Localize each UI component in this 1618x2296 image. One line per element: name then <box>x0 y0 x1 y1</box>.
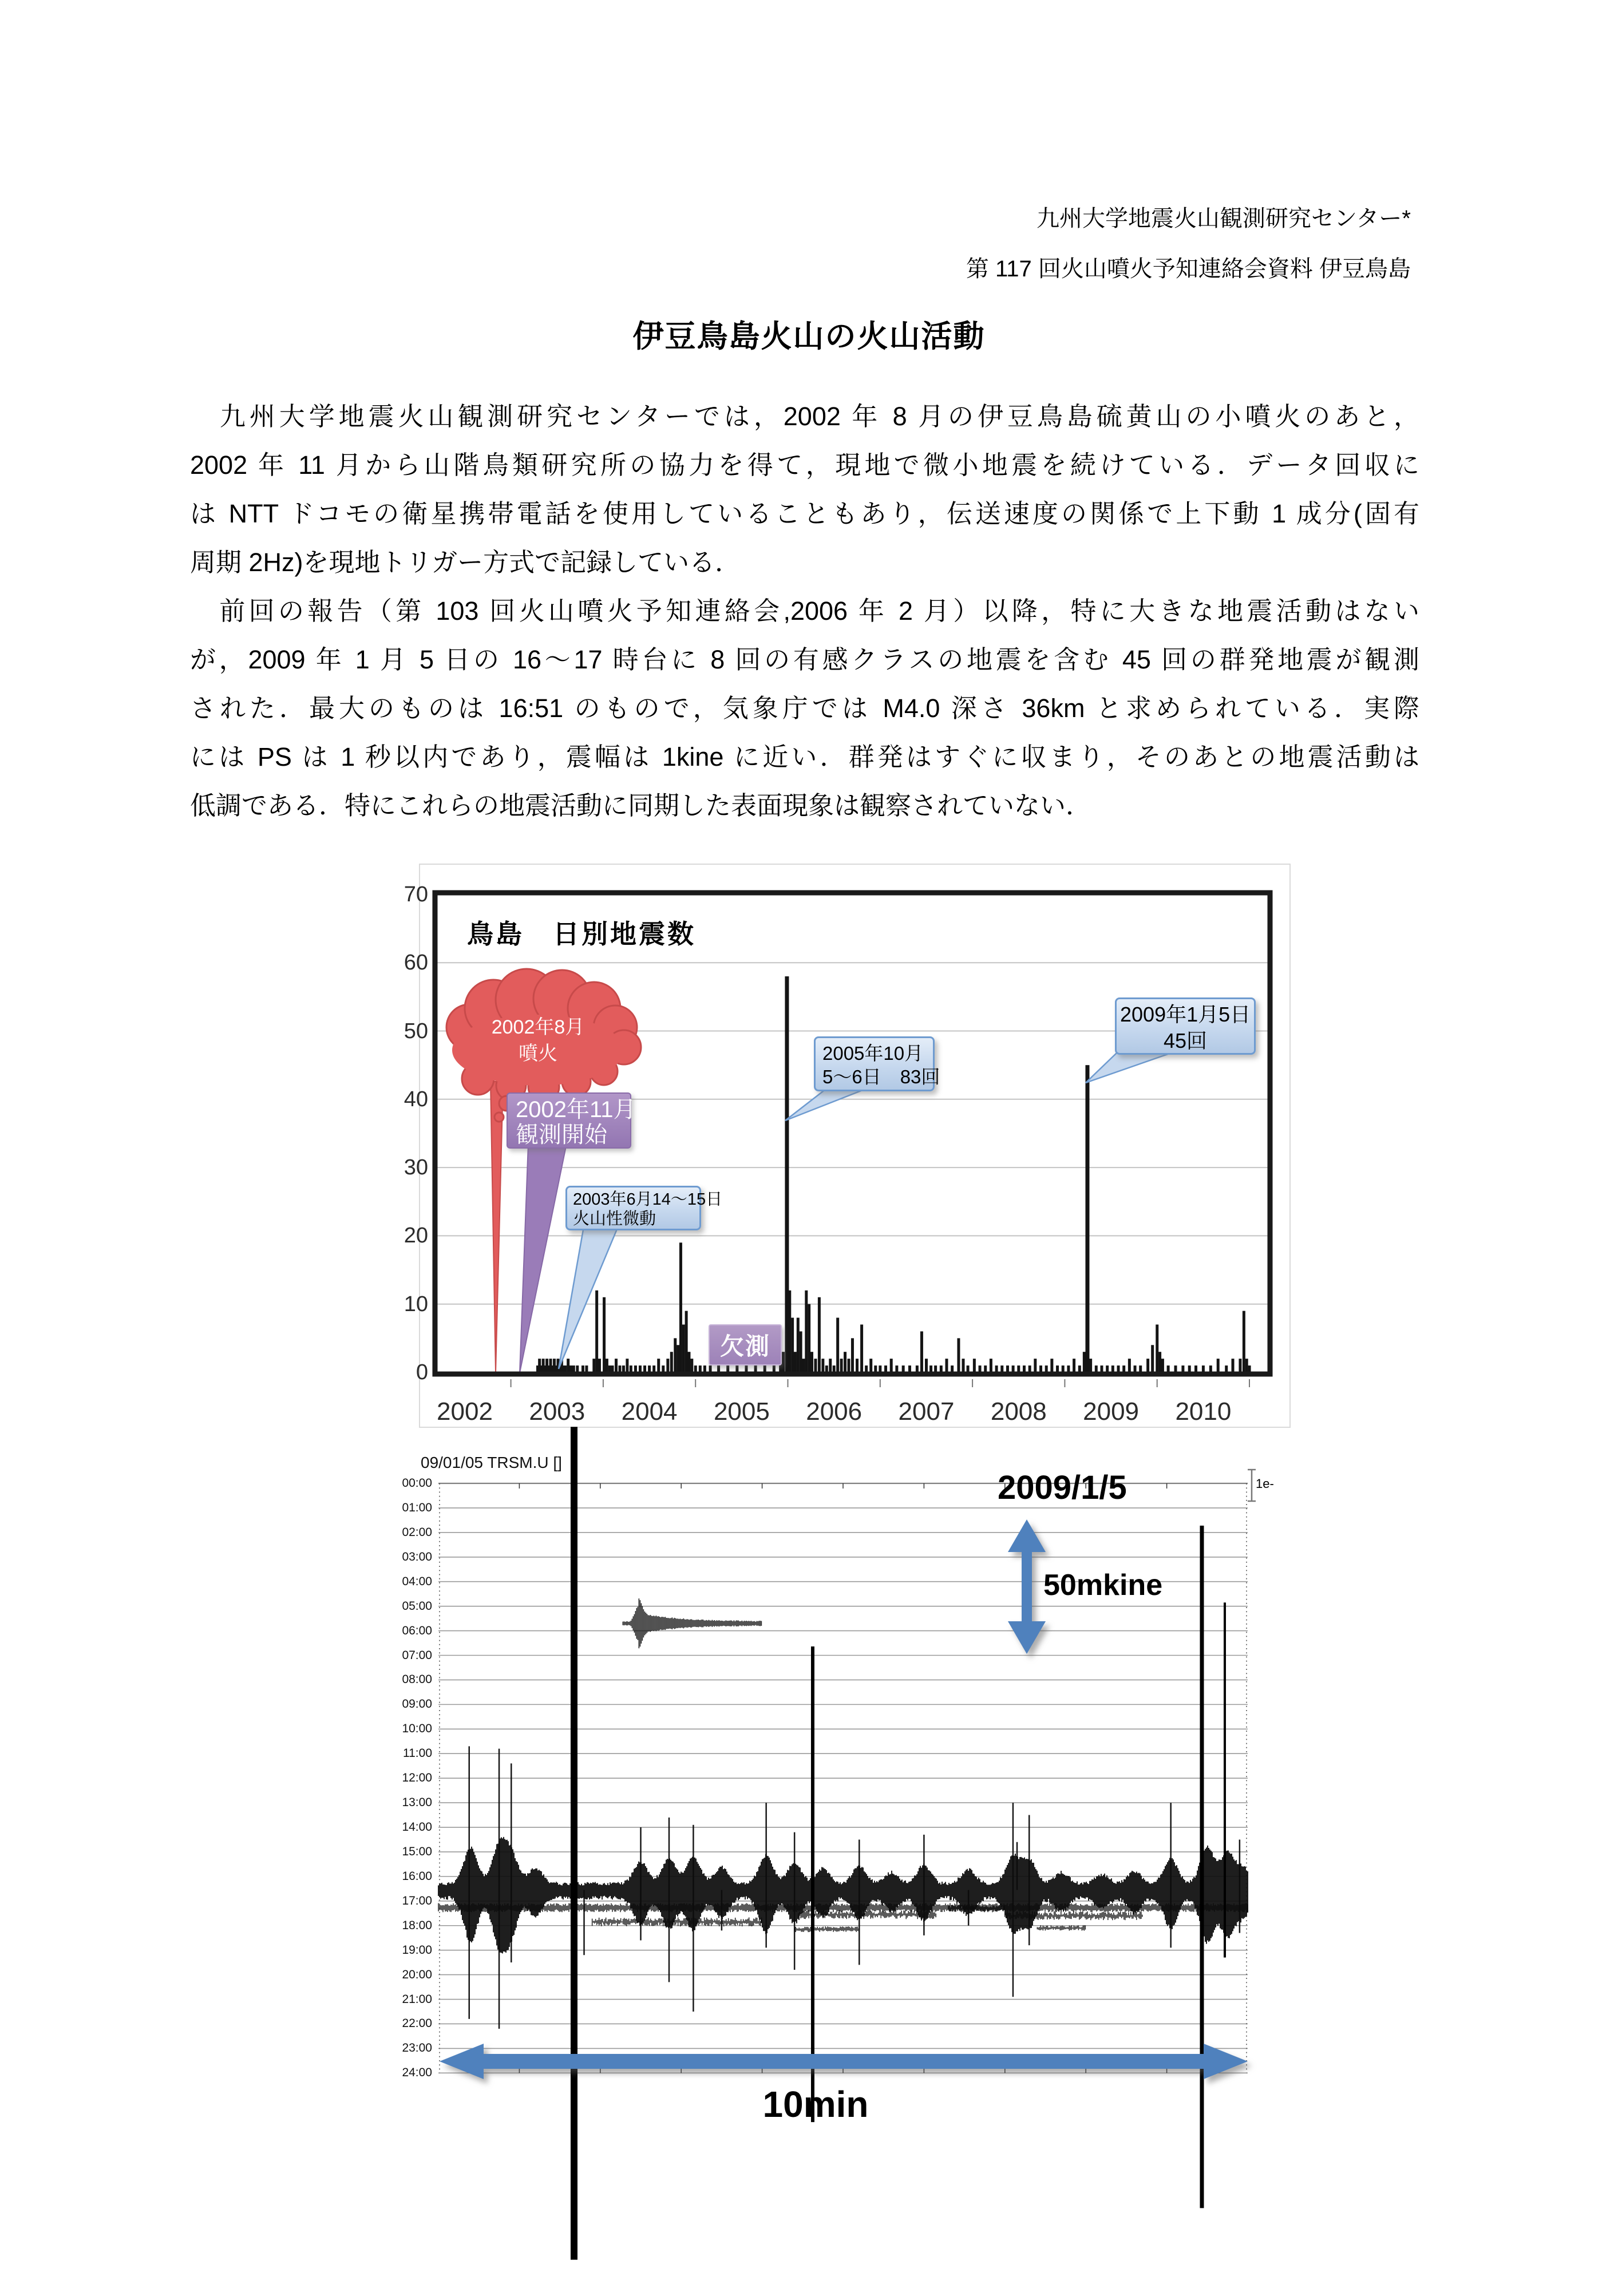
bar <box>1067 1365 1070 1372</box>
bar <box>1000 1365 1003 1372</box>
bar <box>1146 1359 1149 1372</box>
body-line: は NTT ドコモの衛星携帯電話を使用していることもあり，伝送速度の関係で上下動 1 成分(固有 <box>190 499 1419 528</box>
hour-label: 22:00 <box>402 2017 432 2030</box>
hour-label: 19:00 <box>402 1943 432 1957</box>
bar <box>865 1365 868 1372</box>
bar <box>1073 1359 1075 1372</box>
bar <box>1217 1359 1220 1372</box>
bar <box>1239 1359 1241 1372</box>
bar <box>1023 1365 1026 1372</box>
bar <box>670 1352 673 1372</box>
bar <box>1083 1352 1086 1372</box>
bar <box>934 1365 937 1372</box>
body-line: 九州大学地震火山観測研究センターでは，2002 年 8 月の伊豆鳥島硫黄山の小噴火のあと， <box>190 402 1419 431</box>
bar <box>618 1365 621 1372</box>
hour-label: 10:00 <box>402 1722 432 1736</box>
bar <box>1062 1365 1065 1372</box>
bar <box>833 1365 836 1372</box>
bar <box>1111 1365 1114 1372</box>
y-axis-label: 10 <box>403 1292 428 1316</box>
bar <box>585 1365 588 1372</box>
bar <box>773 1365 776 1372</box>
annotation-text: 2005年10月 <box>822 1043 924 1064</box>
bar <box>745 1365 747 1372</box>
x-axis-label: 2008 <box>990 1398 1047 1426</box>
y-axis-label: 40 <box>403 1087 428 1111</box>
scale-bar-label: 1e- <box>1256 1476 1274 1491</box>
hour-label: 11:00 <box>403 1747 432 1760</box>
bar <box>595 1290 598 1372</box>
bar <box>611 1365 614 1372</box>
bar <box>840 1359 843 1372</box>
annotation-text: 2002年8月 <box>491 1016 585 1038</box>
bar <box>1034 1359 1037 1372</box>
bar <box>984 1365 987 1372</box>
hour-label: 04:00 <box>402 1574 432 1588</box>
missing-data-label: 欠測 <box>709 1324 782 1365</box>
amplitude-scale-bracket <box>1248 1470 1256 1501</box>
bar <box>844 1352 846 1372</box>
y-axis-label: 0 <box>416 1360 428 1384</box>
chart-title: 鳥島 日別地震数 <box>467 919 696 949</box>
bar <box>1161 1359 1164 1372</box>
bar <box>622 1365 625 1372</box>
x-axis-label: 2004 <box>621 1398 678 1426</box>
annotation-text: 観測開始 <box>516 1122 607 1147</box>
x-axis-label: 2009 <box>1083 1398 1140 1426</box>
bar <box>703 1365 706 1372</box>
bar <box>690 1359 693 1372</box>
bar <box>973 1359 976 1372</box>
annotation-text: 噴火 <box>519 1043 557 1064</box>
bar <box>735 1365 738 1372</box>
bar <box>1089 1359 1092 1372</box>
bar <box>990 1359 992 1372</box>
bar <box>1194 1365 1197 1372</box>
bar <box>709 1365 712 1372</box>
bar <box>674 1338 677 1372</box>
bar <box>682 1324 685 1372</box>
bar <box>895 1365 898 1372</box>
bar <box>1028 1365 1031 1372</box>
bar <box>945 1359 948 1372</box>
bar <box>802 1359 805 1372</box>
bar <box>699 1365 702 1372</box>
bar <box>657 1359 660 1372</box>
annotation-swarm-2005 <box>814 1036 940 1091</box>
amplitude-arrow <box>1008 1519 1046 1654</box>
x-axis-label: 2007 <box>898 1398 955 1426</box>
bar <box>869 1359 872 1372</box>
bar <box>829 1359 832 1372</box>
hour-label: 09:00 <box>402 1697 432 1711</box>
bar <box>1100 1365 1103 1372</box>
timespan-arrow <box>440 2044 1248 2079</box>
bar <box>1209 1365 1212 1372</box>
bar <box>1134 1365 1137 1372</box>
bar <box>1039 1365 1042 1372</box>
bar <box>634 1365 637 1372</box>
annotation-text: 45回 <box>1163 1029 1208 1052</box>
body-line: 低調である．特にこれらの地震活動に同期した表面現象は観察されていない． <box>190 791 1092 820</box>
bar <box>1248 1365 1251 1372</box>
seismogram-date-label: 2009/1/5 <box>998 1469 1127 1506</box>
body-line: が，2009 年 1 月 5 日の 16〜17 時台に 8 回の有感クラスの地震を含む 45 回の群発地震が観測 <box>190 645 1419 674</box>
bar <box>979 1365 982 1372</box>
bar <box>884 1365 887 1372</box>
bar <box>1202 1365 1205 1372</box>
bar <box>1012 1365 1015 1372</box>
hour-label: 02:00 <box>402 1525 432 1539</box>
amplitude-scale-label: 50mkine <box>1043 1569 1163 1602</box>
y-axis-label: 60 <box>403 951 428 975</box>
bar <box>1151 1345 1154 1372</box>
bar <box>639 1365 642 1372</box>
bar <box>818 1297 821 1372</box>
bar <box>1045 1365 1048 1372</box>
bar <box>925 1359 928 1372</box>
hour-label: 21:00 <box>402 1992 432 2006</box>
hour-label: 07:00 <box>402 1648 432 1662</box>
bar <box>1174 1365 1177 1372</box>
bar <box>1232 1359 1235 1372</box>
bar <box>754 1365 757 1372</box>
x-axis-label: 2002 <box>437 1398 493 1426</box>
bar <box>685 1311 688 1372</box>
bar <box>666 1359 669 1372</box>
bar <box>848 1359 850 1372</box>
body-line: には PS は 1 秒以内であり，震幅は 1kine に近い．群発はすぐに収まり，そのあとの地震活動は <box>190 742 1419 771</box>
document-title: 伊豆鳥島火山の火山活動 <box>632 319 986 354</box>
bar <box>967 1365 970 1372</box>
annotation-text: 2009年1月5日 <box>1120 1003 1251 1026</box>
header-line-2: 第 117 回火山噴火予知連絡会資料 伊豆鳥島 <box>966 256 1411 282</box>
bar <box>603 1297 606 1372</box>
bar <box>608 1365 611 1372</box>
bar <box>679 1242 682 1372</box>
hour-label: 13:00 <box>402 1796 432 1810</box>
trace <box>438 1427 1248 2259</box>
bar <box>800 1331 802 1372</box>
hour-label: 17:00 <box>402 1894 432 1907</box>
bar <box>630 1365 632 1372</box>
bar <box>808 1304 810 1372</box>
bar <box>576 1365 579 1372</box>
bar <box>564 1365 567 1372</box>
annotation-swarm-2009 <box>1115 997 1256 1055</box>
bar <box>626 1359 628 1372</box>
bar <box>1017 1365 1020 1372</box>
time-scale-label: 10min <box>762 2084 869 2125</box>
bar <box>951 1365 954 1372</box>
bar <box>572 1365 575 1372</box>
bar <box>1085 1065 1089 1372</box>
bar <box>598 1359 601 1372</box>
bar <box>581 1365 584 1372</box>
hour-label: 05:00 <box>402 1599 432 1613</box>
bar <box>797 1318 800 1372</box>
hour-label: 14:00 <box>402 1820 432 1834</box>
bar <box>1225 1365 1228 1372</box>
bar <box>821 1359 824 1372</box>
bar <box>1078 1365 1081 1372</box>
hour-label: 00:00 <box>402 1476 432 1490</box>
bar <box>794 1352 797 1372</box>
body-line: 前回の報告（第 103 回火山噴火予知連絡会,2006 年 2 月）以降，特に大きな地震活動はない <box>190 596 1419 626</box>
bar <box>782 1352 785 1372</box>
bar <box>1158 1352 1161 1372</box>
y-axis-label: 30 <box>403 1155 428 1180</box>
bar <box>890 1359 893 1372</box>
hour-label: 15:00 <box>402 1844 432 1858</box>
y-axis-label: 50 <box>403 1019 428 1043</box>
bar <box>1156 1324 1158 1372</box>
bar <box>687 1352 690 1372</box>
station-label: 09/01/05 TRSM.U [] <box>421 1454 562 1471</box>
body-line: 周期 2Hz)を現地トリガー方式で記録している． <box>190 548 741 577</box>
y-axis-label: 20 <box>403 1224 428 1248</box>
hour-label: 23:00 <box>402 2041 432 2055</box>
bar <box>569 1365 572 1372</box>
bar <box>1181 1365 1184 1372</box>
bar <box>592 1359 595 1372</box>
bar <box>791 1318 794 1372</box>
annotation-volcanic-tremor <box>565 1186 723 1230</box>
hour-label: 12:00 <box>402 1771 432 1785</box>
annotation-observation-start <box>507 1092 636 1149</box>
bar <box>851 1338 854 1372</box>
bar <box>836 1318 839 1372</box>
hour-label: 16:00 <box>402 1869 432 1883</box>
bar <box>908 1365 911 1372</box>
x-axis-label: 2010 <box>1175 1398 1232 1426</box>
hour-label: 24:00 <box>402 2066 432 2080</box>
bar <box>648 1365 651 1372</box>
hour-label: 03:00 <box>402 1550 432 1563</box>
hour-label: 06:00 <box>402 1624 432 1637</box>
bar <box>1243 1311 1245 1372</box>
bar <box>763 1365 766 1372</box>
bar <box>606 1359 608 1372</box>
annotation-text: 2002年11月 <box>516 1097 636 1122</box>
bar <box>1095 1365 1098 1372</box>
annotation-text: 火山性微動 <box>573 1210 656 1228</box>
bar <box>805 1290 808 1372</box>
bar <box>567 1359 569 1372</box>
bar <box>902 1365 905 1372</box>
bar <box>1188 1365 1191 1372</box>
bar <box>726 1365 729 1372</box>
bar <box>1128 1359 1131 1372</box>
bar <box>957 1338 960 1372</box>
bar <box>810 1352 813 1372</box>
bar <box>1056 1365 1059 1372</box>
bar <box>879 1365 881 1372</box>
annotation-eruption-text <box>475 1014 601 1067</box>
bar <box>662 1365 664 1372</box>
bar <box>652 1365 655 1372</box>
bar <box>1122 1365 1125 1372</box>
body-line: された．最大のものは 16:51 のもので，気象庁では M4.0 深さ 36km と求められている．実際 <box>190 694 1419 723</box>
bar <box>860 1324 863 1372</box>
bar <box>916 1365 919 1372</box>
bar <box>1006 1365 1009 1372</box>
hour-label: 20:00 <box>402 1968 432 1981</box>
annotation-text: 5〜6日 83回 <box>822 1066 940 1087</box>
bar <box>1117 1365 1120 1372</box>
x-axis-label: 2006 <box>806 1398 863 1426</box>
bar <box>920 1331 923 1372</box>
y-axis-label: 70 <box>403 882 428 906</box>
bar <box>856 1359 859 1372</box>
bar <box>694 1365 697 1372</box>
bar <box>814 1359 817 1372</box>
bar <box>874 1365 877 1372</box>
bar <box>615 1359 618 1372</box>
bar <box>995 1365 998 1372</box>
bar <box>643 1365 646 1372</box>
bar <box>677 1345 679 1372</box>
bar <box>1050 1359 1053 1372</box>
bar <box>962 1359 965 1372</box>
hour-label: 18:00 <box>402 1918 432 1932</box>
bar <box>788 1290 791 1372</box>
header-line-1: 九州大学地震火山観測研究センター* <box>1037 206 1411 231</box>
annotation-text: 2003年6月14〜15日 <box>573 1190 723 1209</box>
bar <box>1139 1365 1142 1372</box>
x-axis-label: 2005 <box>713 1398 770 1426</box>
body-line: 2002 年 11 月から山階鳥類研究所の協力を得て，現地で微小地震を続けている．データ回収に <box>190 450 1419 480</box>
bar <box>1245 1359 1248 1372</box>
bar <box>929 1365 932 1372</box>
hour-label: 08:00 <box>402 1673 432 1687</box>
x-axis-label: 2003 <box>529 1398 586 1426</box>
bar <box>1167 1365 1170 1372</box>
bar <box>1106 1365 1109 1372</box>
hour-label: 01:00 <box>402 1501 432 1514</box>
bar <box>825 1365 828 1372</box>
bar <box>717 1365 720 1372</box>
bar <box>940 1365 943 1372</box>
